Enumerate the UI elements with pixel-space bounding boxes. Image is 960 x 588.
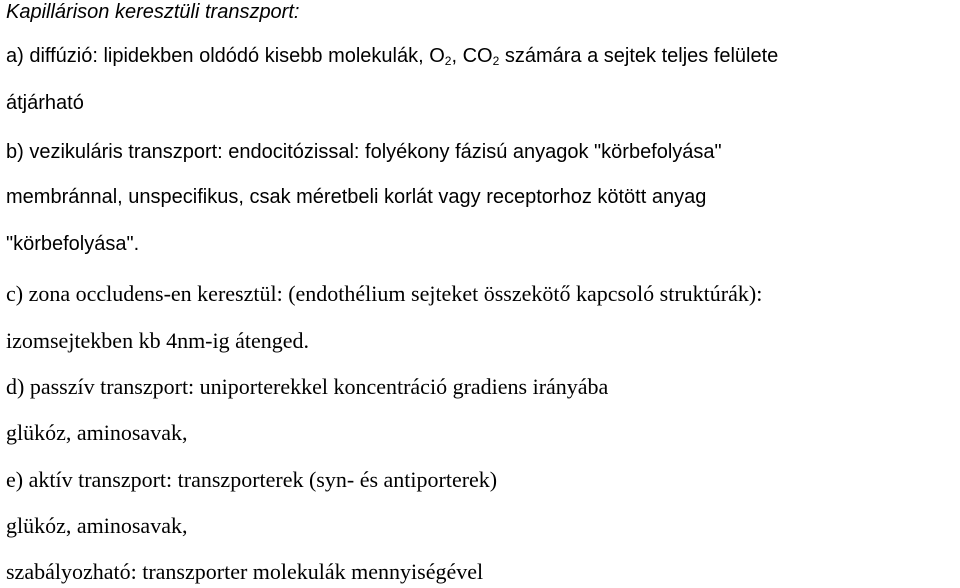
item-a-line-2: átjárható <box>6 92 84 114</box>
co2-subscript: 2 <box>492 54 500 68</box>
section-title: Kapillárison keresztüli transzport: <box>6 1 300 23</box>
item-a-mid: , CO <box>451 45 493 67</box>
item-c-line-1: c) zona occludens-en keresztül: (endothélium sejteket összekötő kapcsoló struktúrák): <box>6 281 763 306</box>
item-b-line-3: "körbefolyása". <box>6 233 140 255</box>
item-e-line-2: glükóz, aminosavak, <box>6 513 188 538</box>
item-a-suffix: számára a sejtek teljes felülete <box>499 45 779 67</box>
item-b-line-1: b) vezikuláris transzport: endocitózissal: folyékony fázisú anyagok "körbefolyása" <box>6 141 722 163</box>
item-c-line-2: izomsejtekben kb 4nm-ig átenged. <box>6 328 310 353</box>
item-a-line-1 <box>6 46 778 66</box>
item-d-line-2: glükóz, aminosavak, <box>6 420 188 445</box>
item-b-line-2: membránnal, unspecifikus, csak méretbeli korlát vagy receptorhoz kötött anyag <box>6 186 707 208</box>
item-d-line-1: d) passzív transzport: uniporterekkel koncentráció gradiens irányába <box>6 374 609 399</box>
item-a-prefix: a) diffúzió: lipidekben oldódó kisebb molekulák, O <box>6 45 445 67</box>
item-e-line-3: szabályozható: transzporter molekulák mennyiségével <box>6 559 484 584</box>
item-e-line-1: e) aktív transzport: transzporterek (syn- és antiporterek) <box>6 467 498 492</box>
o2-subscript: 2 <box>444 54 452 68</box>
